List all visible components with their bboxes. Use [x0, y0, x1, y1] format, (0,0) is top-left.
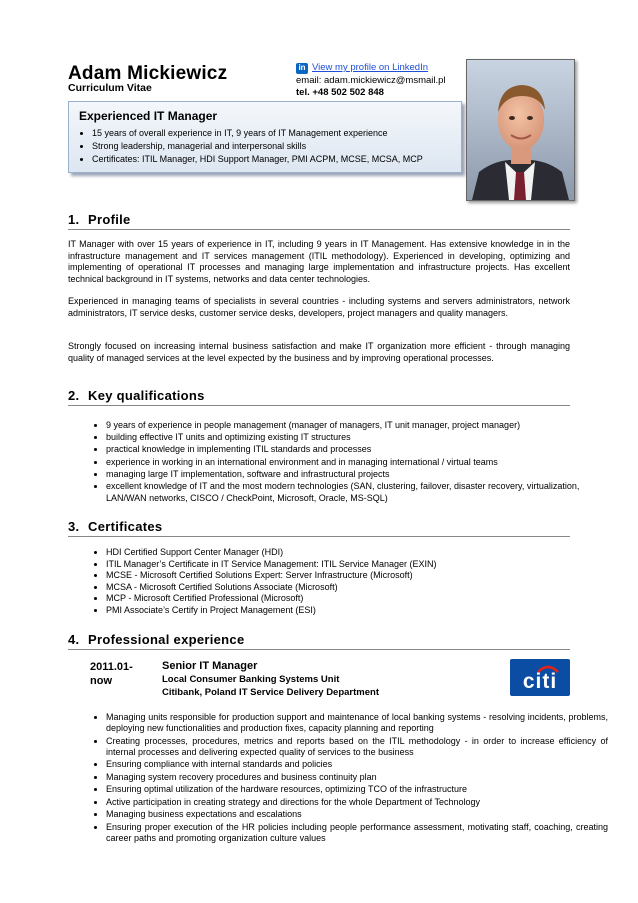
section-title: Professional experience	[88, 632, 245, 647]
linkedin-profile-link[interactable]: View my profile on LinkedIn	[312, 62, 428, 73]
section-title: Profile	[88, 212, 131, 227]
section-number: 3.	[68, 519, 80, 534]
list-item: • building effective IT units and optimizing existing IT structures	[106, 431, 608, 443]
section-heading-profile	[68, 212, 570, 230]
contact-block	[296, 62, 446, 100]
list-item: • ITIL Manager’s Certificate in IT Service Management: ITIL Service Manager (EXIN)	[106, 559, 608, 571]
list-item: • excellent knowledge of IT and the most modern technologies (SAN, clustering, failover, disaster recovery, virtualization, LAN/WAN networks, CISCO / CheckPoint, Microsoft, Oracle, MS-SQL)	[106, 480, 608, 504]
linkedin-row	[296, 62, 446, 75]
job-date	[90, 660, 133, 688]
list-item: • Ensuring optimal utilization of the hardware resources, optimizing TCO of the infrastructure	[106, 784, 608, 795]
list-item: • MCSA - Microsoft Certified Solutions Associate (Microsoft)	[106, 582, 608, 594]
section-heading-experience	[68, 632, 570, 650]
job-company: Citibank, Poland IT Service Delivery Department	[162, 686, 379, 698]
list-item: • Active participation in creating strategy and directions for the whole Department of Technology	[106, 797, 608, 808]
summary-box	[68, 101, 462, 173]
list-item: • MCP - Microsoft Certified Professional (Microsoft)	[106, 593, 608, 605]
job-unit: Local Consumer Banking Systems Unit	[162, 674, 340, 685]
section-heading-qualifications	[68, 388, 570, 406]
list-item: • 9 years of experience in people management (manager of managers, IT unit manager, project manager)	[106, 419, 608, 431]
list-item: • Managing units responsible for production support and maintenance of local banking systems - resolving incidents, problems, deploying new functionalities and production fixes, capacity planning and reporting	[106, 712, 608, 734]
section-title: Key qualifications	[88, 388, 205, 403]
summary-item: • 15 years of overall experience in IT, 9 years of IT Management experience	[92, 127, 423, 140]
summary-item: • Strong leadership, managerial and interpersonal skills	[92, 140, 423, 153]
job-duties-list	[68, 712, 608, 845]
section-number: 1.	[68, 212, 80, 227]
list-item: • Managing business expectations and escalations	[106, 809, 608, 820]
portrait-photo	[466, 59, 575, 201]
section-number: 4.	[68, 632, 80, 647]
list-item: • managing large IT implementation, software and infrastructural projects	[106, 468, 608, 480]
job-organization	[162, 674, 379, 699]
qualifications-list	[68, 419, 608, 504]
job-title: Senior IT Manager	[162, 660, 258, 672]
list-item: • experience in working in an international environment and in managing international / virtual teams	[106, 456, 608, 468]
section-number: 2.	[68, 388, 80, 403]
candidate-name: Adam Mickiewicz	[68, 63, 228, 84]
list-item: • Managing system recovery procedures and business continuity plan	[106, 772, 608, 783]
section-heading-certificates	[68, 519, 570, 537]
summary-item: • Certificates: ITIL Manager, HDI Support Manager, PMI ACPM, MCSE, MCSA, MCP	[92, 153, 423, 166]
summary-list	[74, 127, 423, 166]
linkedin-icon: in	[296, 63, 308, 74]
profile-paragraph: Strongly focused on increasing internal business satisfaction and make IT organization more efficient - through managing quality of managed services at the level expected by the business and by improving operational processes.	[68, 341, 570, 363]
list-item: • practical knowledge in implementing ITIL standards and processes	[106, 443, 608, 455]
document-subtitle: Curriculum Vitae	[68, 82, 152, 94]
job-date-end: now	[90, 675, 112, 687]
section-title: Certificates	[88, 519, 163, 534]
profile-paragraph: IT Manager with over 15 years of experience in IT, including 9 years in IT Management. Has extensive knowledge in in the infrastructure management and IT services management (ITIL methodology). Experienced in developing, optimizing and implementing of operational IT processes and managing large implementation and infrastructure projects. Has excellent technical background in IT systems, networks and data center technologies.	[68, 239, 570, 284]
citi-logo	[510, 659, 570, 696]
profile-paragraph: Experienced in managing teams of specialists in several countries - including systems and servers administrators, network administrators, IT service desks, customer service desks, developers, project managers and quality managers.	[68, 296, 570, 318]
list-item: • MCSE - Microsoft Certified Solutions Expert: Server Infrastructure (Microsoft)	[106, 570, 608, 582]
list-item: • PMI Associate’s Certify in Project Management (ESI)	[106, 605, 608, 617]
phone-text: tel. +48 502 502 848	[296, 87, 384, 98]
list-item: • HDI Certified Support Center Manager (HDI)	[106, 547, 608, 559]
list-item: • Ensuring compliance with internal standards and policies	[106, 759, 608, 770]
certificates-list	[68, 547, 608, 617]
list-item: • Creating processes, procedures, metrics and reports based on the ITIL methodology - in order to increase efficiency of internal processes and delivering expected quality of services to the business	[106, 736, 608, 758]
citi-logo-text: citi	[522, 670, 558, 693]
email-text[interactable]: email: adam.mickiewicz@msmail.pl	[296, 74, 446, 86]
list-item: • Ensuring proper execution of the HR policies including people performance assessment, motivating staff, coaching, creating career paths and promoting organization culture values	[106, 822, 608, 844]
summary-title: Experienced IT Manager	[79, 109, 218, 123]
job-date-start: 2011.01-	[90, 661, 133, 673]
